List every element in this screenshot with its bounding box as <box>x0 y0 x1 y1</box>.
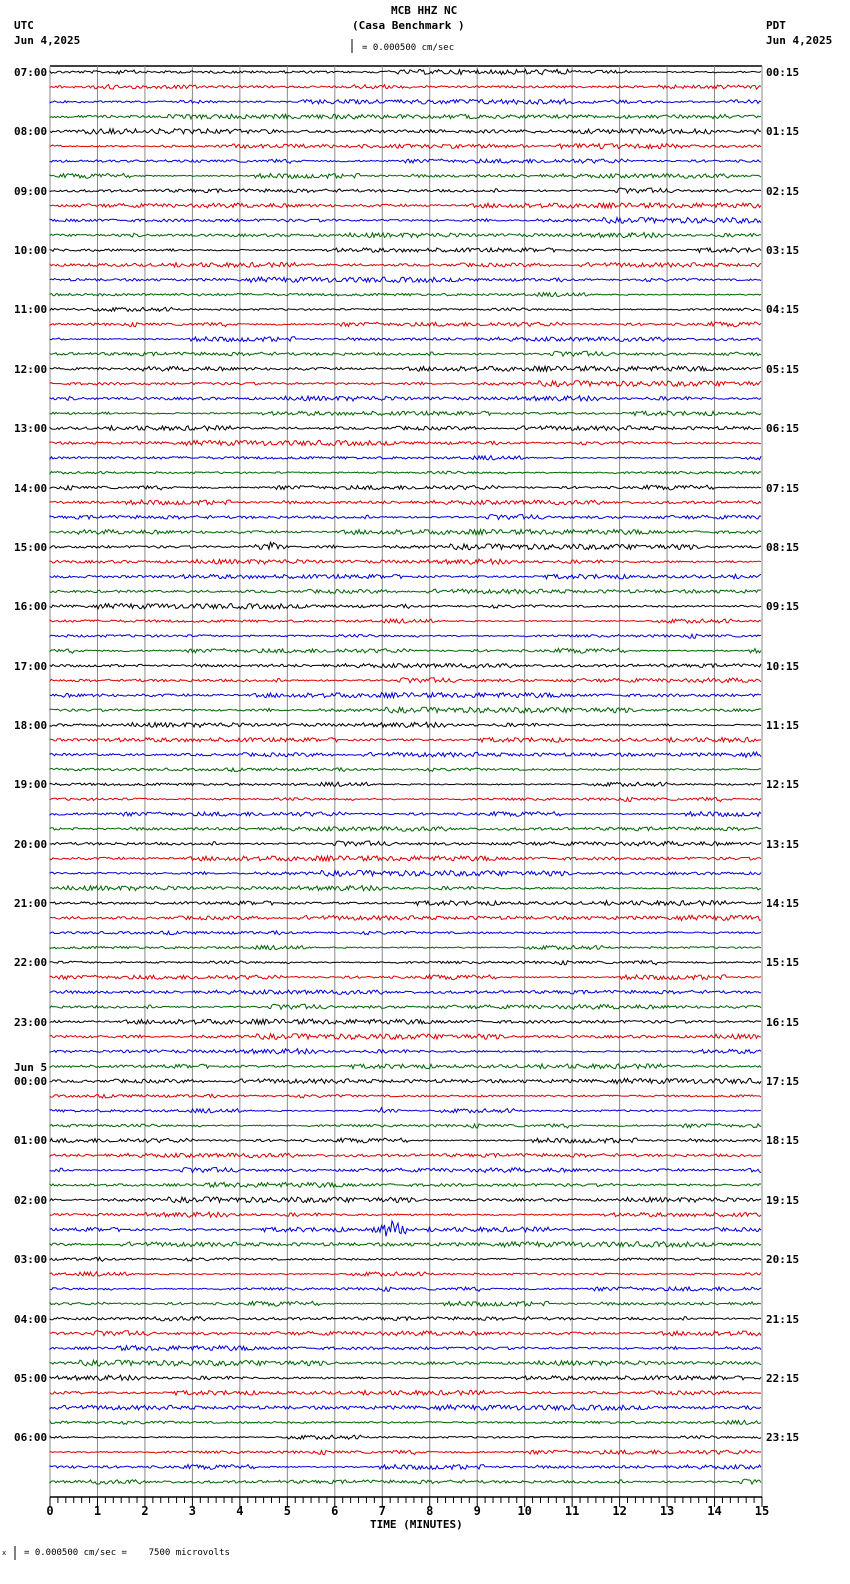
trace <box>50 277 761 282</box>
scale-label: = 0.000500 cm/sec <box>362 43 455 53</box>
trace <box>50 1375 761 1380</box>
utc-hour-label: 05:00 <box>14 1371 48 1385</box>
x-tick-label: 7 <box>378 1504 386 1518</box>
trace <box>50 722 761 727</box>
trace <box>50 293 761 297</box>
trace <box>50 1079 761 1084</box>
trace <box>50 1124 761 1128</box>
pdt-hour-label: 09:15 <box>766 600 800 614</box>
trace <box>50 1272 761 1276</box>
pdt-hour-label: 05:15 <box>766 362 800 376</box>
trace <box>50 961 761 965</box>
trace <box>50 827 761 831</box>
pdt-hour-label: 18:15 <box>766 1134 800 1148</box>
x-tick-label: 8 <box>426 1504 434 1518</box>
trace <box>50 366 761 371</box>
trace <box>50 1301 761 1306</box>
trace <box>50 1138 761 1143</box>
pdt-hour-label: 16:15 <box>766 1015 800 1029</box>
trace <box>50 797 761 801</box>
trace <box>50 768 761 772</box>
utc-hour-label: 15:00 <box>14 540 48 554</box>
trace <box>50 1317 761 1321</box>
trace <box>50 856 761 861</box>
date-change-label: Jun 5 <box>14 1061 48 1074</box>
utc-hour-label: 09:00 <box>14 184 48 198</box>
trace <box>50 1242 761 1247</box>
utc-hour-label: 23:00 <box>14 1015 48 1029</box>
trace <box>50 559 761 564</box>
trace <box>50 1168 761 1173</box>
trace <box>50 1420 761 1424</box>
pdt-hour-label: 12:15 <box>766 778 800 792</box>
utc-hour-label: 00:00 <box>14 1075 48 1089</box>
trace <box>50 915 761 920</box>
x-tick-label: 9 <box>473 1504 481 1518</box>
pdt-hour-label: 07:15 <box>766 481 800 495</box>
trace <box>50 1019 761 1024</box>
trace <box>50 159 761 163</box>
trace <box>50 931 761 935</box>
trace <box>50 975 761 980</box>
trace <box>50 782 761 786</box>
trace <box>50 456 761 460</box>
trace <box>50 426 761 431</box>
x-tick-label: 10 <box>517 1504 532 1518</box>
utc-hour-label: 16:00 <box>14 600 48 614</box>
utc-hour-label: 08:00 <box>14 125 48 139</box>
trace <box>50 1094 761 1098</box>
pdt-hour-label: 04:15 <box>766 303 800 317</box>
left-date: Jun 4,2025 <box>14 34 81 47</box>
trace <box>50 85 761 90</box>
pdt-hour-label: 06:15 <box>766 422 800 436</box>
trace <box>50 901 761 906</box>
trace <box>50 1479 761 1484</box>
utc-hour-label: 14:00 <box>14 481 48 495</box>
x-tick-label: 2 <box>141 1504 149 1518</box>
trace <box>50 664 761 668</box>
trace <box>50 542 761 550</box>
right-timezone: PDT <box>766 19 786 32</box>
trace <box>50 1465 761 1470</box>
trace <box>50 841 761 846</box>
left-timezone: UTC <box>14 19 34 32</box>
trace <box>50 812 761 817</box>
trace <box>50 871 761 877</box>
trace <box>50 990 761 994</box>
pdt-hour-label: 21:15 <box>766 1312 800 1326</box>
utc-hour-label: 17:00 <box>14 659 48 673</box>
trace <box>50 1405 761 1410</box>
right-date: Jun 4,2025 <box>766 34 833 47</box>
pdt-hour-label: 10:15 <box>766 659 800 673</box>
trace <box>50 248 761 253</box>
trace <box>50 337 761 342</box>
trace <box>50 144 761 149</box>
trace <box>50 471 761 474</box>
trace <box>50 693 761 698</box>
trace <box>50 1257 761 1261</box>
x-tick-label: 0 <box>46 1504 54 1518</box>
trace <box>50 1182 761 1187</box>
utc-hour-label: 01:00 <box>14 1134 48 1148</box>
pdt-hour-label: 17:15 <box>766 1075 800 1089</box>
pdt-hour-label: 20:15 <box>766 1253 800 1267</box>
x-tick-label: 11 <box>564 1504 580 1518</box>
trace <box>50 1197 761 1203</box>
trace <box>50 1034 761 1040</box>
trace <box>50 1450 761 1455</box>
trace <box>50 263 761 268</box>
pdt-hour-label: 08:15 <box>766 540 800 554</box>
trace <box>50 604 761 609</box>
pdt-hour-label: 02:15 <box>766 184 800 198</box>
utc-hour-label: 22:00 <box>14 956 48 970</box>
x-tick-label: 15 <box>754 1504 770 1518</box>
trace <box>50 707 761 713</box>
x-axis-label: TIME (MINUTES) <box>370 1518 463 1531</box>
trace <box>50 634 761 638</box>
pdt-hour-label: 03:15 <box>766 244 800 258</box>
trace <box>50 1212 761 1217</box>
trace <box>50 203 761 208</box>
trace <box>50 1435 761 1439</box>
utc-hour-label: 07:00 <box>14 66 48 79</box>
trace <box>50 485 761 490</box>
trace <box>50 886 761 891</box>
trace <box>50 589 761 594</box>
x-tick-label: 14 <box>707 1504 722 1518</box>
utc-hour-label: 13:00 <box>14 422 48 436</box>
station-title: MCB HHZ NC <box>391 4 458 17</box>
trace <box>50 129 761 134</box>
pdt-hour-label: 00:15 <box>766 66 800 79</box>
pdt-hour-label: 01:15 <box>766 125 800 139</box>
trace <box>50 515 761 520</box>
trace <box>50 1049 761 1054</box>
pdt-hour-label: 15:15 <box>766 956 800 970</box>
pdt-hour-label: 14:15 <box>766 897 800 911</box>
utc-hour-label: 06:00 <box>14 1431 48 1445</box>
trace <box>50 411 761 416</box>
utc-hour-label: 21:00 <box>14 897 48 911</box>
trace <box>50 619 761 623</box>
trace <box>50 188 761 193</box>
trace <box>50 752 761 757</box>
trace <box>50 1390 761 1395</box>
x-tick-label: 6 <box>331 1504 339 1518</box>
trace <box>50 574 761 579</box>
x-tick-label: 1 <box>93 1504 102 1518</box>
utc-hour-label: 18:00 <box>14 718 48 732</box>
x-tick-label: 5 <box>283 1504 291 1518</box>
trace <box>50 218 761 224</box>
footer-prefix: x <box>2 1549 7 1557</box>
trace <box>50 351 761 356</box>
trace <box>50 946 761 950</box>
trace <box>50 233 761 238</box>
utc-hour-label: 04:00 <box>14 1312 48 1326</box>
trace <box>50 440 761 445</box>
utc-hour-label: 20:00 <box>14 837 48 851</box>
trace <box>50 648 761 653</box>
site-title: (Casa Benchmark ) <box>352 19 465 32</box>
trace <box>50 1221 761 1236</box>
pdt-hour-label: 11:15 <box>766 718 800 732</box>
utc-hour-label: 03:00 <box>14 1253 48 1267</box>
trace <box>50 114 761 119</box>
trace <box>50 1287 761 1292</box>
trace <box>50 529 761 534</box>
x-tick-label: 4 <box>236 1504 244 1518</box>
trace <box>50 307 761 311</box>
trace <box>50 500 761 505</box>
footer-scale: = 0.000500 cm/sec = 7500 microvolts <box>24 1548 230 1558</box>
x-tick-label: 13 <box>659 1504 675 1518</box>
utc-hour-label: 12:00 <box>14 362 48 376</box>
trace <box>50 381 761 387</box>
trace <box>50 174 761 179</box>
x-tick-label: 12 <box>612 1504 627 1518</box>
utc-hour-label: 02:00 <box>14 1193 48 1207</box>
pdt-hour-label: 19:15 <box>766 1193 800 1207</box>
utc-hour-label: 11:00 <box>14 303 48 317</box>
trace <box>50 1108 761 1113</box>
pdt-hour-label: 23:15 <box>766 1431 800 1445</box>
trace <box>50 396 761 401</box>
trace <box>50 1346 761 1351</box>
trace <box>50 678 761 683</box>
trace <box>50 1064 761 1069</box>
pdt-hour-label: 22:15 <box>766 1371 800 1385</box>
trace <box>50 322 761 327</box>
utc-hour-label: 19:00 <box>14 778 48 792</box>
trace <box>50 1004 761 1009</box>
trace <box>50 1360 761 1366</box>
trace <box>50 69 761 74</box>
x-tick-label: 3 <box>188 1504 197 1518</box>
trace <box>50 1153 761 1157</box>
trace <box>50 99 761 104</box>
pdt-hour-label: 13:15 <box>766 837 800 851</box>
trace <box>50 737 761 742</box>
utc-hour-label: 10:00 <box>14 244 48 258</box>
trace <box>50 1331 761 1336</box>
